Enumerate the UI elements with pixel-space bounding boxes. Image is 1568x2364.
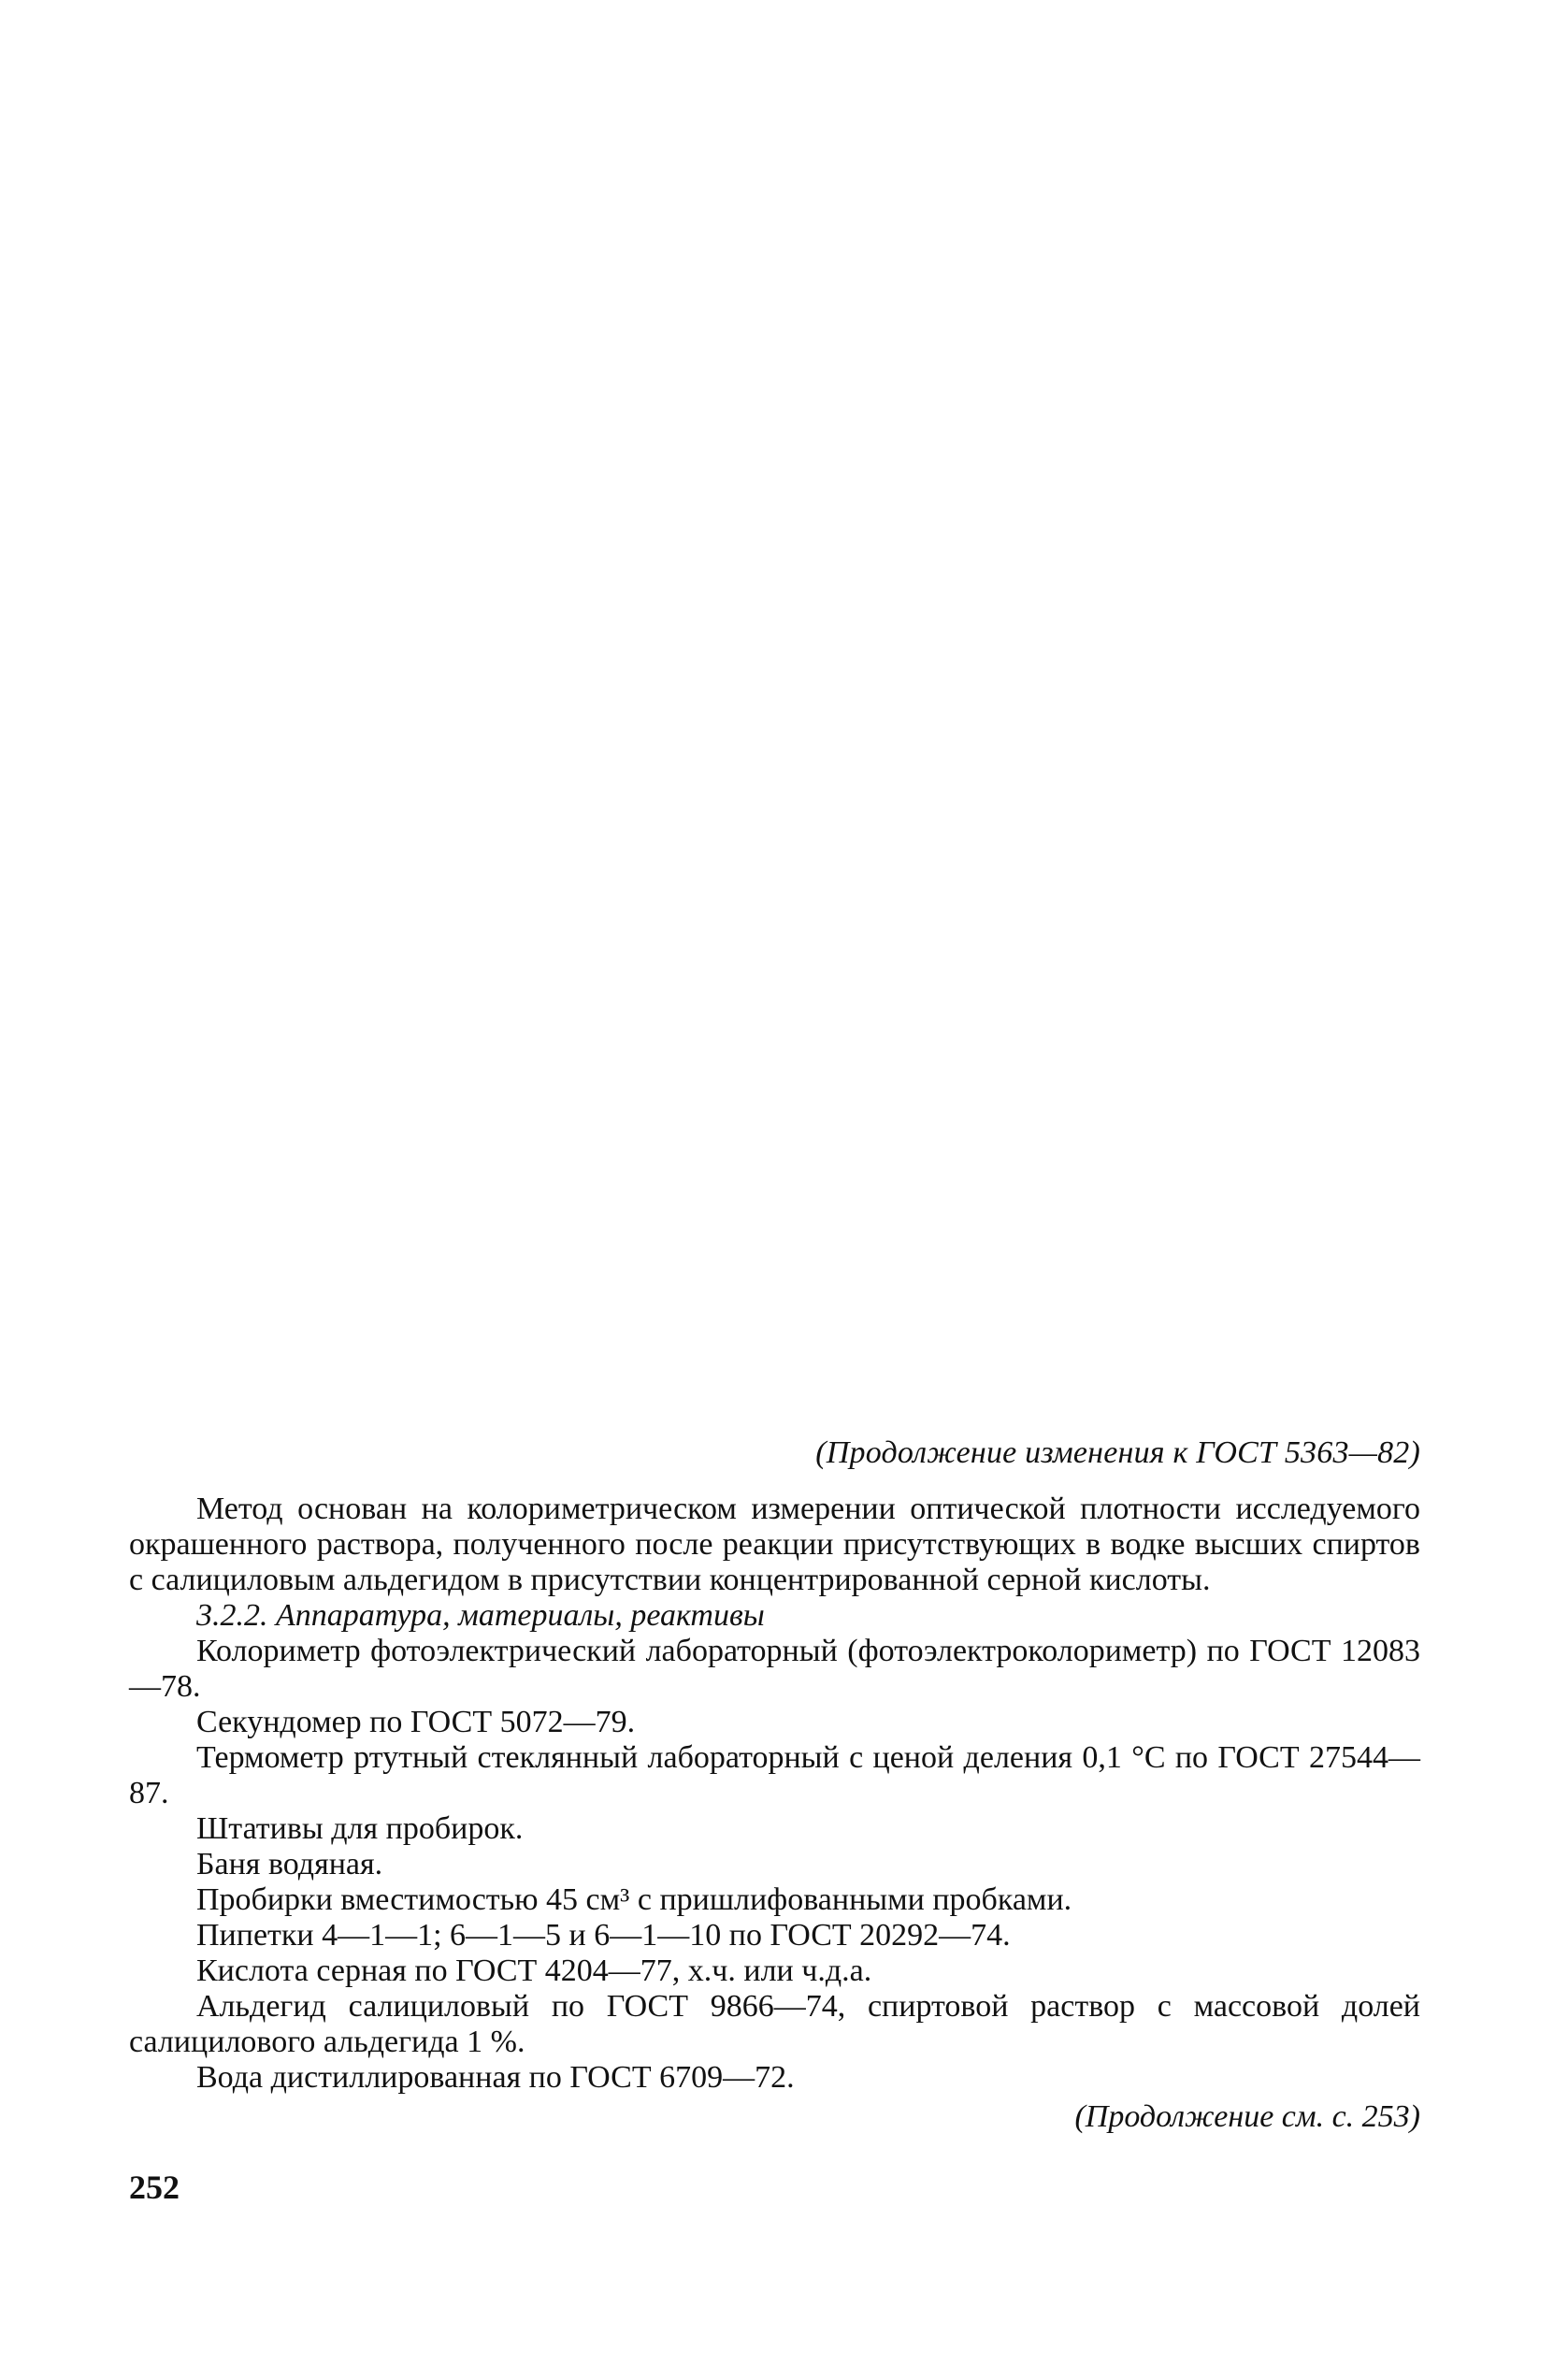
reagent-item: Вода дистиллированная по ГОСТ 6709—72.: [196, 2060, 795, 2095]
reagent-item: Кислота серная по ГОСТ 4204—77, х.ч. или ч.д.а.: [196, 1953, 872, 1988]
equipment-item: Штативы для пробирок.: [196, 1811, 524, 1846]
reagent-item: Альдегид салициловый по ГОСТ 9866—74, спиртовой раствор с массовой долей салицилового альдегида 1 %.: [129, 1989, 1420, 2059]
main-text: [129, 1492, 1420, 2096]
equipment-item: Колориметр фотоэлектрический лабораторный (фотоэлектроколориметр) по ГОСТ 12083—78.: [129, 1634, 1420, 1704]
method-description-paragraph: Метод основан на колориметрическом измерении оптической плотности исследуемого окрашенного раствора, полученного после реакции присутствующих в водке высших спиртов с салициловым альдегидом в присутствии концентрированной серной кислоты.: [129, 1492, 1420, 1597]
equipment-item: Секундомер по ГОСТ 5072—79.: [196, 1705, 636, 1739]
equipment-item: Пробирки вместимостью 45 см³ с пришлифованными пробками.: [196, 1882, 1072, 1917]
page-number: 252: [129, 2169, 180, 2206]
equipment-item: Баня водяная.: [196, 1847, 383, 1881]
equipment-item: Термометр ртутный стеклянный лабораторный с ценой деления 0,1 °С по ГОСТ 27544—87.: [129, 1740, 1420, 1810]
continuation-header: (Продолжение изменения к ГОСТ 5363—82): [815, 1435, 1420, 1470]
equipment-item: Пипетки 4—1—1; 6—1—5 и 6—1—10 по ГОСТ 20292—74.: [196, 1918, 1011, 1953]
continuation-footer: (Продолжение см. с. 253): [1074, 2099, 1420, 2134]
section-heading: 3.2.2. Аппаратура, материалы, реактивы: [196, 1598, 765, 1633]
